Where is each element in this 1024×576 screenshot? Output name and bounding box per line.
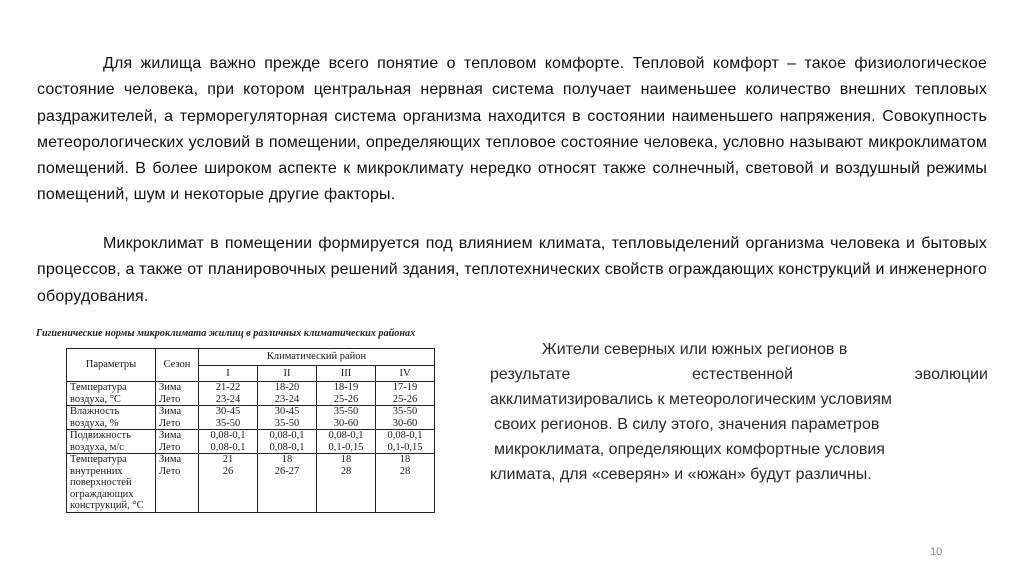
cell-parameter: ограждающих xyxy=(67,489,156,501)
side-text-line: своих регионов. В силу этого, значения параметров xyxy=(494,416,880,433)
page-number: 10 xyxy=(930,546,943,558)
cell-value-region-4: 25-26 xyxy=(376,394,435,406)
cell-parameter: воздуха, °С xyxy=(67,394,156,406)
cell-parameter: Подвижность xyxy=(67,430,156,442)
cell-value-region-4: 0,08-0,1 xyxy=(376,430,435,442)
cell-value-region-1: 30-45 xyxy=(199,406,258,418)
table-row xyxy=(67,477,435,489)
header-region-4: IV xyxy=(376,365,435,382)
cell-parameter: внутренних xyxy=(67,466,156,478)
table-row xyxy=(67,382,435,394)
cell-value-region-4: 0,1-0,15 xyxy=(376,442,435,454)
cell-value-region-1 xyxy=(199,489,258,501)
cell-value-region-1: 21 xyxy=(199,454,258,466)
side-text-line-justified xyxy=(490,362,988,387)
paragraph-microclimate xyxy=(37,231,987,310)
table-row xyxy=(67,454,435,466)
cell-value-region-1: 0,08-0,1 xyxy=(199,430,258,442)
table-row xyxy=(67,430,435,442)
table-row xyxy=(67,442,435,454)
cell-value-region-3 xyxy=(317,500,376,512)
cell-parameter: Влажность xyxy=(67,406,156,418)
cell-value-region-1: 21-22 xyxy=(199,382,258,394)
cell-season: Лето xyxy=(156,442,199,454)
cell-value-region-3: 28 xyxy=(317,466,376,478)
cell-value-region-2: 0,08-0,1 xyxy=(258,430,317,442)
header-region-3: III xyxy=(317,365,376,382)
cell-season: Зима xyxy=(156,406,199,418)
cell-value-region-1 xyxy=(199,477,258,489)
cell-value-region-4: 17-19 xyxy=(376,382,435,394)
header-region-2: II xyxy=(258,365,317,382)
cell-value-region-2: 30-45 xyxy=(258,406,317,418)
table-row xyxy=(67,406,435,418)
cell-value-region-4: 30-60 xyxy=(376,418,435,430)
side-word: естественной xyxy=(692,366,793,383)
cell-parameter: воздуха, м/с xyxy=(67,442,156,454)
cell-value-region-2: 18 xyxy=(258,454,317,466)
table-title: Гигиенические нормы микроклимата жилищ в различных климатических районах xyxy=(36,328,416,339)
cell-value-region-2: 23-24 xyxy=(258,394,317,406)
cell-value-region-4: 18 xyxy=(376,454,435,466)
side-text-line: акклиматизировались к метеорологическим условиям xyxy=(490,391,892,408)
cell-parameter: Температура xyxy=(67,454,156,466)
side-text-line: микроклимата, определяющих комфортные условия xyxy=(494,441,885,458)
cell-value-region-4 xyxy=(376,500,435,512)
cell-value-region-3: 30-60 xyxy=(317,418,376,430)
cell-parameter: Температура xyxy=(67,382,156,394)
cell-parameter: поверхностей xyxy=(67,477,156,489)
cell-value-region-3: 18 xyxy=(317,454,376,466)
side-text-line: климата, для «северян» и «южан» будут различны. xyxy=(490,466,872,483)
header-climate-region: Климатический район xyxy=(199,349,435,366)
cell-value-region-4 xyxy=(376,489,435,501)
cell-value-region-1: 23-24 xyxy=(199,394,258,406)
cell-value-region-4 xyxy=(376,477,435,489)
cell-value-region-2: 18-20 xyxy=(258,382,317,394)
cell-value-region-1: 0,08-0,1 xyxy=(199,442,258,454)
table-body xyxy=(67,382,435,513)
header-region-1: I xyxy=(199,365,258,382)
table-row xyxy=(67,394,435,406)
cell-value-region-3: 25-26 xyxy=(317,394,376,406)
cell-season: Лето xyxy=(156,466,199,478)
cell-value-region-2: 0,08-0,1 xyxy=(258,442,317,454)
table-row xyxy=(67,500,435,512)
cell-value-region-3: 18-19 xyxy=(317,382,376,394)
microclimate-norms-table xyxy=(66,348,435,513)
cell-value-region-4: 28 xyxy=(376,466,435,478)
cell-value-region-2: 26-27 xyxy=(258,466,317,478)
cell-value-region-1: 35-50 xyxy=(199,418,258,430)
cell-value-region-2 xyxy=(258,489,317,501)
side-word: эволюции xyxy=(914,366,988,383)
paragraph-microclimate-text: Микроклимат в помещении формируется под влиянием климата, тепловыделений организма человека и бытовых процессов, а также от планировочных решений здания, теплотехнических свойств ограждающих конструкций и инженерного оборудования. xyxy=(37,235,987,305)
cell-value-region-3: 0,1-0,15 xyxy=(317,442,376,454)
table-row xyxy=(67,466,435,478)
cell-parameter: конструкций, °С xyxy=(67,500,156,512)
cell-season xyxy=(156,500,199,512)
table-row xyxy=(67,489,435,501)
cell-value-region-4: 35-50 xyxy=(376,406,435,418)
cell-value-region-3 xyxy=(317,489,376,501)
cell-season: Зима xyxy=(156,382,199,394)
paragraph-thermal-comfort-text: Для жилища важно прежде всего понятие о тепловом комфорте. Тепловой комфорт – такое физиологическое состояние человека, при котором центральная нервная система получает наименьшее количество внешних тепловых раздражителей, а терморегуляторная система организма находится в состоянии наименьшего напряжения. Совокупность метеорологических условий в помещении, определяющих тепловое состояние человека, условно называют микроклиматом помещений. В более широком аспекте к микроклимату нередко относят также солнечный, световой и воздушный режимы помещений, шум и некоторые другие факторы. xyxy=(37,55,987,204)
cell-value-region-3: 35-50 xyxy=(317,406,376,418)
cell-value-region-2: 35-50 xyxy=(258,418,317,430)
side-text-line: Жители северных или южных регионов в xyxy=(542,341,848,358)
table-row xyxy=(67,418,435,430)
cell-value-region-2 xyxy=(258,477,317,489)
cell-season: Зима xyxy=(156,430,199,442)
header-season: Сезон xyxy=(156,349,199,382)
cell-value-region-2 xyxy=(258,500,317,512)
cell-value-region-3 xyxy=(317,477,376,489)
header-parameters: Параметры xyxy=(67,349,156,382)
cell-season: Лето xyxy=(156,418,199,430)
cell-season xyxy=(156,477,199,489)
paragraph-thermal-comfort xyxy=(37,51,987,209)
cell-season: Зима xyxy=(156,454,199,466)
cell-season: Лето xyxy=(156,394,199,406)
cell-value-region-3: 0,08-0,1 xyxy=(317,430,376,442)
side-word: результате xyxy=(490,366,571,383)
cell-season xyxy=(156,489,199,501)
side-text-block xyxy=(490,337,988,487)
cell-value-region-1: 26 xyxy=(199,466,258,478)
microclimate-norms-table-figure xyxy=(36,328,474,544)
cell-parameter: воздуха, % xyxy=(67,418,156,430)
cell-value-region-1 xyxy=(199,500,258,512)
